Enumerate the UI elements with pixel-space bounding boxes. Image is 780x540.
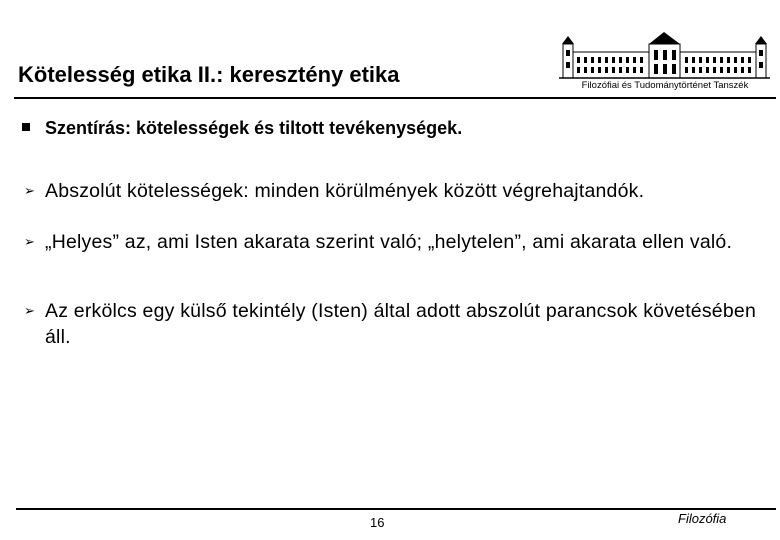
page-number: 16 [370,515,385,530]
arrow-bullet-icon: ➢ [24,234,35,249]
arrow-bullet-icon: ➢ [24,303,35,318]
list-item: „Helyes” az, ami Isten akarata szerint való; „helytelen”, ami akarata ellen való. [45,231,733,253]
list-item: Abszolút kötelességek: minden körülmények között végrehajtandók. [45,180,645,202]
list-item: Az erkölcs egy külső tekintély (Isten) által adott abszolút parancsok követésében áll. [45,300,756,348]
slide-title: Kötelesség etika II.: keresztény etika [18,62,400,87]
main-bullet-text: Szentírás: kötelességek és tiltott tevékenységek. [45,118,463,138]
footer-divider [16,508,776,510]
arrow-bullet-icon: ➢ [24,183,35,198]
logo-caption: Filozófiai és Tudománytörténet Tanszék [581,80,749,91]
title-divider [14,97,776,99]
footer-text: Filozófia [678,511,727,526]
square-bullet-icon [22,123,30,131]
